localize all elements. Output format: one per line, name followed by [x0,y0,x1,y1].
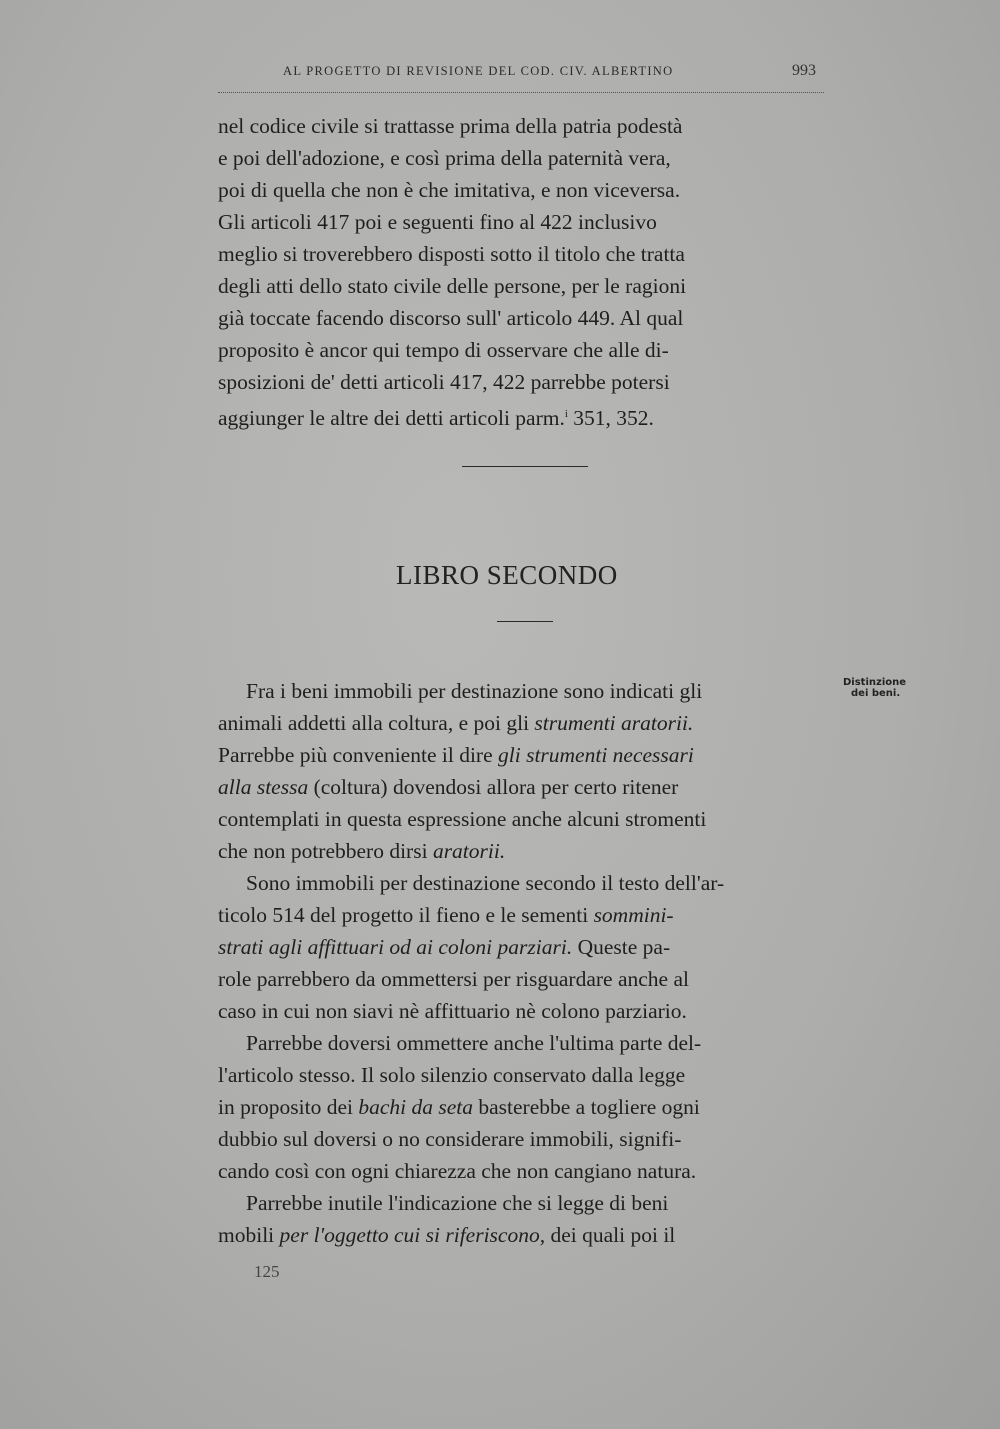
italic-segment: sommini- [593,903,674,927]
text-segment: che non potrebbero dirsi [218,839,433,863]
text-line: cando così con ogni chiarezza che non cangiano natura. [218,1159,697,1183]
header-rule [218,92,824,93]
text-segment: Parrebbe più conveniente il dire [218,743,498,767]
text-line [218,1091,830,1123]
text-segment: dei quali poi il [545,1223,676,1247]
italic-segment: alla stessa [218,775,309,799]
text-line [218,398,830,430]
text-line [218,707,830,739]
text-line: Fra i beni immobili per destinazione sono indicati gli [246,679,703,703]
text-line: e poi dell'adozione, e così prima della paternità vera, [218,146,671,170]
text-line [218,899,830,931]
text-line [218,1219,830,1251]
text-segment: aggiunger le altre dei detti articoli parm. [218,406,565,431]
text-segment: animali addetti alla coltura, e poi gli [218,711,535,735]
text-line: nel codice civile si trattasse prima della patria podestà [218,114,683,138]
text-line: sposizioni de' detti articoli 417, 422 parrebbe potersi [218,370,670,394]
text-line: proposito è ancor qui tempo di osservare che alle di- [218,338,669,362]
running-title: AL PROGETTO DI REVISIONE DEL COD. CIV. ALBERTINO [283,64,674,78]
section-separator-rule [462,466,588,467]
text-line [218,835,830,867]
text-line: Parrebbe doversi ommettere anche l'ultima parte del- [246,1031,702,1055]
text-line: Gli articoli 417 poi e seguenti fino al 422 inclusivo [218,210,657,234]
italic-segment: strati agli affittuari od ai coloni parziari. [218,935,573,959]
margin-note-line: dei beni. [851,688,901,699]
text-segment: ticolo 514 del progetto il fieno e le sementi [218,903,594,927]
text-line: caso in cui non siavi nè affittuario nè colono parziario. [218,999,687,1023]
text-line: role parrebbero da ommettersi per risguardare anche al [218,967,689,991]
text-line: Sono immobili per destinazione secondo il testo dell'ar- [246,871,725,895]
superscript-mark: i [564,408,568,420]
text-segment: basterebbe a togliere ogni [473,1095,700,1119]
text-segment: mobili [218,1223,280,1247]
text-line: l'articolo stesso. Il solo silenzio conservato dalla legge [218,1063,686,1087]
text-line: dubbio sul doversi o no considerare immobili, signifi- [218,1127,682,1151]
text-line: già toccate facendo discorso sull' articolo 449. Al qual [218,306,684,330]
margin-note [843,677,953,699]
title-underline-rule [497,621,553,622]
text-line: meglio si troverebbero disposti sotto il titolo che tratta [218,242,685,266]
text-segment: Queste pa- [572,935,671,959]
text-segment: 351, 352. [567,406,654,431]
italic-segment: gli strumenti necessari [498,743,694,767]
text-line [218,931,830,963]
section-title: LIBRO SECONDO [396,560,618,590]
text-line [218,739,830,771]
text-segment: (coltura) dovendosi allora per certo ritener [308,775,679,799]
text-line [218,771,830,803]
italic-segment: per l'oggetto cui si riferiscono, [279,1223,546,1247]
text-line: contemplati in questa espressione anche alcuni stromenti [218,807,707,831]
text-line: Parrebbe inutile l'indicazione che si legge di beni [246,1191,669,1215]
text-line: degli atti dello stato civile delle persone, per le ragioni [218,274,687,298]
margin-note-line: Distinzione [843,677,907,688]
continuation-paragraph [218,110,830,430]
italic-segment: aratorii. [432,839,506,863]
body-text [218,675,830,1251]
page-number: 993 [792,62,816,79]
text-line: poi di quella che non è che imitativa, e non viceversa. [218,178,681,202]
text-segment: in proposito dei [218,1095,359,1119]
italic-segment: strumenti aratorii. [534,711,694,735]
italic-segment: bachi da seta [358,1095,473,1119]
signature-mark: 125 [254,1262,280,1281]
